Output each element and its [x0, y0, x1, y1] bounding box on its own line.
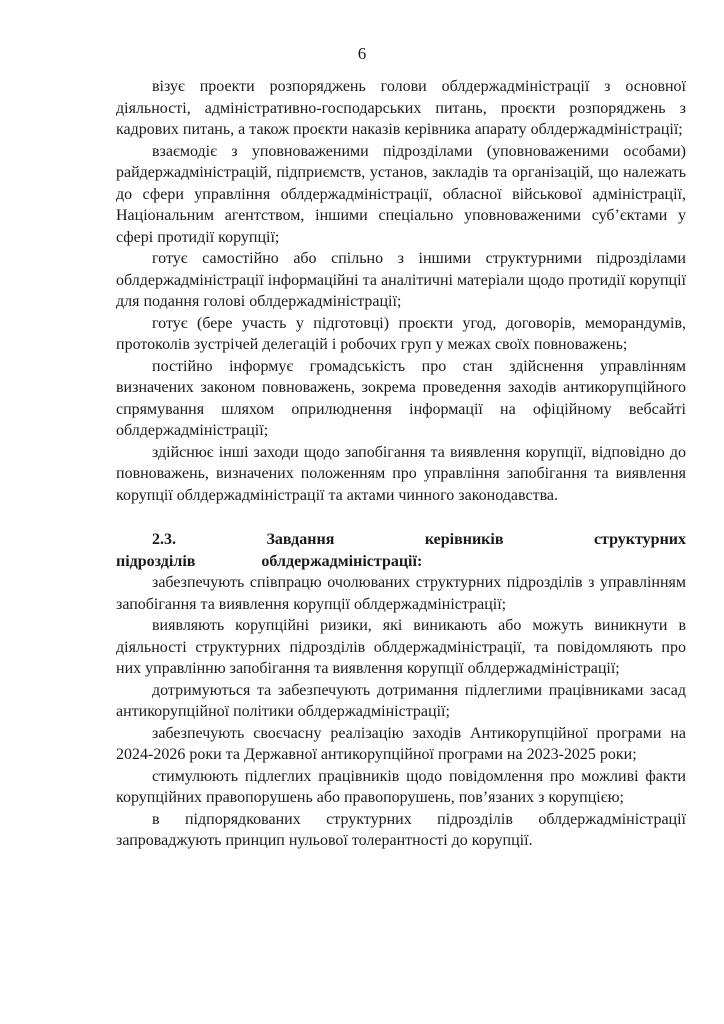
section-heading — [116, 529, 686, 572]
paragraph: забезпечують співпрацю очолюваних структурних підрозділів з управлінням запобігання та виявлення корупції облдержадміністрації; — [116, 574, 686, 613]
paragraph: готує (бере участь у підготовці) проєкти угод, договорів, меморандумів, протоколів зустрічей делегацій і робочих груп у межах своїх повноважень; — [116, 314, 686, 353]
paragraph: забезпечують своєчасну реалізацію заходів Антикорупційної програми на 2024-2026 роки та Державної антикорупційної програми на 2023-2025 роки; — [116, 724, 686, 763]
section-title-line1: Завдання керівників структурних підрозділів — [116, 531, 687, 570]
page-number: 6 — [357, 44, 367, 63]
paragraph: виявляють корупційні ризики, які виникають або можуть виникнути в діяльності структурних підрозділів облдержадміністрації, та повідомляють про них управлінню запобігання та виявлення корупції облдержадміністрації; — [116, 617, 686, 677]
paragraph: дотримуються та забезпечують дотримання підлеглими працівниками засад антикорупційної політики облдержадміністрації; — [116, 681, 686, 720]
section-number: 2.3. — [152, 531, 176, 548]
section-title-line2: облдержадміністрації: — [261, 552, 423, 570]
paragraph: в підпорядкованих структурних підрозділів облдержадміністрації запроваджують принцип нульової толерантності до корупції. — [116, 810, 686, 849]
paragraph: стимулюють підлеглих працівників щодо повідомлення про можливі факти корупційних правопорушень або правопорушень, пов’язаних з корупцією; — [116, 767, 686, 806]
paragraph: здійснює інші заходи щодо запобігання та виявлення корупції, відповідно до повноважень, визначених положенням про управління запобігання та виявлення корупції облдержадміністрації та актами чинного законодавства. — [116, 443, 686, 504]
paragraph: постійно інформує громадськість про стан здійснення управлінням визначених законом повноважень, зокрема проведення заходів антикорупційного спрямування шляхом оприлюднення інформації на офіційному вебсайті облдержадміністрації; — [116, 357, 686, 439]
paragraph: готує самостійно або спільно з іншими структурними підрозділами облдержадміністрації інформаційні та аналітичні матеріали щодо протидії корупції для подання голові облдержадміністрації; — [116, 250, 686, 310]
document-body — [116, 76, 686, 852]
paragraph: взаємодіє з уповноваженими підрозділами (уповноваженими особами) райдержадміністрацій, підприємств, установ, закладів та організацій, що належать до сфери управління облдержадміністрації, обласної військової адміністрації, Національним агентством, іншими спеціально уповноваженими суб’єктами у сфері протидії корупції; — [116, 142, 686, 246]
paragraph: візує проекти розпоряджень голови облдержадміністрації з основної діяльності, адміністративно-господарських питань, проєкти розпоряджень з кадрових питань, а також проєкти наказів керівника апарату облдержадміністрації; — [116, 78, 686, 138]
